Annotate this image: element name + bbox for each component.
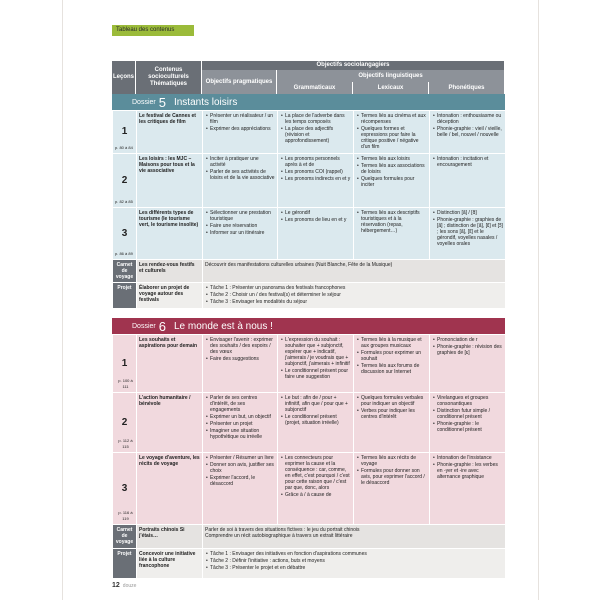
lesson-pages: p. 116 à 119 xyxy=(118,510,133,521)
grammar-item: • Les pronoms COI (rappel) xyxy=(285,169,351,175)
lesson-number-value: 2 xyxy=(121,174,128,186)
lesson-grammar xyxy=(278,393,354,453)
lesson-phonetic xyxy=(430,208,506,260)
pragmatic-item: • Faire une réservation xyxy=(210,223,275,229)
grammar-list xyxy=(280,210,351,223)
phonetic-item: • Phonie-graphie : le conditionnel présent xyxy=(437,421,503,433)
lesson-theme: Les différents types de tourisme (le tourisme vert, le tourisme insolite) xyxy=(137,208,203,260)
dossier5-title: Instants loisirs xyxy=(173,96,238,108)
carnet-row xyxy=(113,525,506,549)
lesson-lexical xyxy=(354,453,430,525)
carnet-label: Carnet de voyage xyxy=(113,525,137,549)
phonetic-item: • Phonie-graphie : révision des graphies de [ɛ] xyxy=(437,344,503,356)
phonetic-list xyxy=(432,395,503,433)
pragmatic-item: • Parler de ses activités de loisirs et de la vie associative xyxy=(210,169,275,181)
lesson-number xyxy=(113,335,137,393)
phonetic-item: • Phonie-graphie : graphies de [ã] ; distinction de [ã], [ɛ̃] et [ɔ̃] ; les sons [ã], [ɛ̃] et le gérondif, voyelles nasales / voyelles orales xyxy=(437,217,503,247)
phonetic-item: • Phonie-graphie : vieil / vieille, belle / bel, nouvel / nouvelle xyxy=(437,126,503,138)
projet-task-list xyxy=(205,551,503,571)
projet-row xyxy=(113,283,506,309)
header-pragmatiques: Objectifs pragmatiques xyxy=(202,70,277,94)
lexical-item: • Termes liés aux loisirs xyxy=(361,156,427,162)
pragmatic-item: • Exprimer des appréciations xyxy=(210,126,275,132)
lesson-grammar xyxy=(278,111,354,154)
pragmatic-item: • Exprimer un but, un objectif xyxy=(210,414,275,420)
header-lecons: Leçons xyxy=(112,61,136,94)
carnet-theme: Les rendez-vous festifs et culturels xyxy=(137,260,203,283)
lexical-list xyxy=(356,337,427,375)
projet-row xyxy=(113,549,506,579)
lesson-phonetic xyxy=(430,393,506,453)
lexical-item: • Quelques formes et expressions pour faire la critique positive / négative d'un film xyxy=(361,126,427,150)
dossier6-label: Dossier xyxy=(132,322,156,330)
phonetic-item: • Virelangues et groupes consonantiques xyxy=(437,395,503,407)
pragmatic-item: • Faire des suggestions xyxy=(210,356,275,362)
dossier5-table xyxy=(112,110,506,309)
grammar-list xyxy=(280,395,351,426)
header-lexicaux: Lexicaux xyxy=(353,82,429,94)
grammar-item: • L'expression du souhait : souhaiter que + subjonctif, espérer que + indicatif, j'aimerais / je voudrais que + subjonctif, j'aimerais + infinitif xyxy=(285,337,351,367)
projet-tasks xyxy=(203,283,506,309)
grammar-item: • Grâce à / à cause de xyxy=(285,492,351,498)
lesson-lexical xyxy=(354,393,430,453)
pragmatic-item: • Inciter à pratiquer une activité xyxy=(210,156,275,168)
lesson-lexical xyxy=(354,111,430,154)
pragmatic-list xyxy=(205,395,275,440)
lesson-pages: p. 80 à 84 xyxy=(115,145,133,150)
lesson-number xyxy=(113,393,137,453)
header-objectifs-ling: Objectifs linguistiques xyxy=(277,70,505,82)
pragmatic-item: • Présenter / Résumer un livre xyxy=(210,455,275,461)
lesson-pragmatic xyxy=(203,154,278,208)
lesson-number-value: 2 xyxy=(121,416,128,428)
lesson-pages: p. 86 à 89 xyxy=(115,251,133,256)
lesson-number xyxy=(113,208,137,260)
header-objectifs-socio: Objectifs sociolangagiers xyxy=(202,61,505,70)
grammar-item: • Les pronoms indirects en et y xyxy=(285,176,351,182)
lesson-phonetic xyxy=(430,453,506,525)
carnet-theme: Portraits chinois Si j'étais… xyxy=(137,525,203,549)
dossier5-number: 5 xyxy=(158,94,166,110)
lexical-item: • Termes liés à la musique et aux groupes musicaux xyxy=(361,337,427,349)
lexical-item: • Quelques formules pour inciter xyxy=(361,176,427,188)
phonetic-item: • Intonation : enthousiasme ou déception xyxy=(437,113,503,125)
projet-task-item: • Tâche 1 : Présenter un panorama des festivals francophones xyxy=(210,285,503,291)
pragmatic-list xyxy=(205,337,275,362)
pragmatic-item: • Sélectionner une prestation touristique xyxy=(210,210,275,222)
section-label: Tableau des contenus xyxy=(112,25,194,36)
lesson-row xyxy=(113,393,506,453)
grammar-list xyxy=(280,337,351,380)
lesson-grammar xyxy=(278,453,354,525)
phonetic-item: • Phonie-graphie : les verbes en -yer et -ire avec alternance graphique xyxy=(437,462,503,480)
dossier6-title: Le monde est à nous ! xyxy=(173,320,273,332)
carnet-label: Carnet de voyage xyxy=(113,260,137,283)
grammar-item: • La place de l'adverbe dans les temps composés xyxy=(285,113,351,125)
projet-task-list xyxy=(205,285,503,305)
lesson-pragmatic xyxy=(203,208,278,260)
grammar-item: • Le conditionnel présent pour faire une suggestion xyxy=(285,368,351,380)
lesson-number xyxy=(113,154,137,208)
projet-task-item: • Tâche 2 : Choisir un / des festival(s) et déterminer le séjour xyxy=(210,292,503,298)
grammar-item: • Le gérondif xyxy=(285,210,351,216)
grammar-item: • Les connecteurs pour exprimer la cause et la conséquence : car, comme, en effet, c'est pourquoi / c'est pour cette raison que / c'est par que, donc, alors xyxy=(285,455,351,491)
lesson-theme: L'action humanitaire / bénévole xyxy=(137,393,203,453)
projet-theme: Concevoir une initiative liée à la culture francophone xyxy=(137,549,203,579)
grammar-list xyxy=(280,113,351,144)
pragmatic-item: • Parler de ses centres d'intérêt, de ses engagements xyxy=(210,395,275,413)
lesson-pragmatic xyxy=(203,393,278,453)
lesson-theme: Le voyage d'aventure, les récits de voyage xyxy=(137,453,203,525)
phonetic-list xyxy=(432,113,503,138)
pragmatic-item: • Présenter un projet xyxy=(210,421,275,427)
lesson-grammar xyxy=(278,154,354,208)
lexical-item: • Formules pour exprimer un souhait xyxy=(361,350,427,362)
lexical-item: • Quelques formules verbales pour indiquer un objectif xyxy=(361,395,427,407)
lesson-number-value: 3 xyxy=(121,482,128,494)
lesson-row xyxy=(113,335,506,393)
grammar-list xyxy=(280,455,351,498)
header-grammaticaux: Grammaticaux xyxy=(277,82,353,94)
lesson-row xyxy=(113,111,506,154)
lesson-theme: Le festival de Cannes et les critiques de film xyxy=(137,111,203,154)
lesson-row xyxy=(113,154,506,208)
dossier5-band xyxy=(112,94,505,110)
projet-task-item: • Tâche 2 : Définir l'initiative : actions, buts et moyens xyxy=(210,558,503,564)
table-header xyxy=(112,61,505,94)
lexical-list xyxy=(356,113,427,150)
lesson-theme: Les loisirs : les MJC – Maisons pour tous et la vie associative xyxy=(137,154,203,208)
lesson-row xyxy=(113,453,506,525)
grammar-item: • Les pronoms de lieu en et y xyxy=(285,217,351,223)
phonetic-item: • Intonation de l'insistance xyxy=(437,455,503,461)
lexical-item: • Termes liés aux associations de loisirs xyxy=(361,163,427,175)
lesson-phonetic xyxy=(430,335,506,393)
lesson-phonetic xyxy=(430,111,506,154)
lexical-list xyxy=(356,395,427,420)
lesson-pragmatic xyxy=(203,335,278,393)
lexical-item: • Termes liés aux récits de voyage xyxy=(361,455,427,467)
carnet-text: Parler de soi à travers des situations fictives : le jeu du portrait chinois Comprendre un récit autobiographique à travers un extrait littéraire xyxy=(203,525,506,549)
lesson-lexical xyxy=(354,154,430,208)
header-contenus: Contenus socioculturels Thématiques xyxy=(136,61,202,94)
lesson-row xyxy=(113,208,506,260)
page-word: douze xyxy=(122,583,137,589)
projet-task-item: • Tâche 3 : Présenter le projet et en débattre xyxy=(210,565,503,571)
projet-theme: Élaborer un projet de voyage autour des festivals xyxy=(137,283,203,309)
pragmatic-list xyxy=(205,113,275,132)
phonetic-item: • Distinction futur simple / conditionnel présent xyxy=(437,408,503,420)
lesson-pages: p. 82 à 85 xyxy=(115,199,133,204)
pragmatic-item: • Présenter un réalisateur / un film xyxy=(210,113,275,125)
grammar-item: • Le but : afin de / pour + infinitif, afin que / pour que + subjonctif xyxy=(285,395,351,413)
grammar-item: • Les pronoms personnels après à et de xyxy=(285,156,351,168)
phonetic-item: • Intonation : incitation et encouragement xyxy=(437,156,503,168)
phonetic-list xyxy=(432,337,503,356)
pragmatic-list xyxy=(205,156,275,181)
lesson-number-value: 1 xyxy=(121,126,128,137)
pragmatic-item: • Donner son avis, justifier ses choix xyxy=(210,462,275,474)
pragmatic-item: • Imaginer une situation hypothétique ou irréelle xyxy=(210,428,275,440)
phonetic-item: • Distinction [ã] / [ɑ̃] xyxy=(437,210,503,216)
carnet-text: Découvrir des manifestations culturelles urbaines (Nuit Blanche, Fête de la Musique) xyxy=(203,260,506,283)
lexical-item: • Verbes pour indiquer les centres d'intérêt xyxy=(361,408,427,420)
lesson-pragmatic xyxy=(203,453,278,525)
grammar-list xyxy=(280,156,351,182)
page-number-value: 12 xyxy=(112,582,120,589)
lesson-phonetic xyxy=(430,154,506,208)
phonetic-list xyxy=(432,210,503,247)
projet-tasks xyxy=(203,549,506,579)
dossier5-label: Dossier xyxy=(132,98,156,106)
lexical-item: • Termes liés au cinéma et aux récompenses xyxy=(361,113,427,125)
lesson-lexical xyxy=(354,335,430,393)
lesson-pages: p. 100 à 111 xyxy=(118,378,133,389)
dossier6-band xyxy=(112,318,505,334)
lesson-number-value: 1 xyxy=(121,357,128,369)
lesson-lexical xyxy=(354,208,430,260)
projet-task-item: • Tâche 1 : Envisager des initiatives en fonction d'aspirations communes xyxy=(210,551,503,557)
lesson-number xyxy=(113,111,137,154)
pragmatic-list xyxy=(205,210,275,236)
lexical-item: • Formules pour donner son avis, pour exprimer l'accord / le désaccord xyxy=(361,468,427,486)
phonetic-list xyxy=(432,455,503,480)
lesson-pages: p. 112 à 115 xyxy=(118,438,133,449)
phonetic-item: • Prononciation de r xyxy=(437,337,503,343)
dossier6-number: 6 xyxy=(158,318,166,334)
lexical-list xyxy=(356,156,427,188)
projet-label: Projet xyxy=(113,283,137,309)
header-phonetiques: Phonétiques xyxy=(429,82,505,94)
lesson-pragmatic xyxy=(203,111,278,154)
lexical-list xyxy=(356,210,427,234)
pragmatic-item: • Envisager l'avenir : exprimer des souhaits / des espoirs / des vœux xyxy=(210,337,275,355)
pragmatic-item: • Exprimer l'accord, le désaccord xyxy=(210,475,275,487)
lexical-item: • Termes liés aux forums de discussion sur Internet xyxy=(361,363,427,375)
lesson-grammar xyxy=(278,208,354,260)
projet-label: Projet xyxy=(113,549,137,579)
phonetic-list xyxy=(432,156,503,168)
lexical-list xyxy=(356,455,427,486)
grammar-item: • Le conditionnel présent (projet, situation irréelle) xyxy=(285,414,351,426)
projet-task-item: • Tâche 3 : Envisager les modalités du séjour xyxy=(210,299,503,305)
page-number xyxy=(112,582,136,589)
grammar-item: • La place des adjectifs (révision et approfondissement) xyxy=(285,126,351,144)
pragmatic-list xyxy=(205,455,275,487)
dossier6-table xyxy=(112,334,506,579)
carnet-row xyxy=(113,260,506,283)
pragmatic-item: • Informer sur un itinéraire xyxy=(210,230,275,236)
lesson-grammar xyxy=(278,335,354,393)
lesson-number xyxy=(113,453,137,525)
lesson-number-value: 3 xyxy=(121,227,128,239)
lexical-item: • Termes liés aux descriptifs touristiques et à la réservation (repas, hébergement…) xyxy=(361,210,427,234)
lesson-theme: Les souhaits et aspirations pour demain xyxy=(137,335,203,393)
